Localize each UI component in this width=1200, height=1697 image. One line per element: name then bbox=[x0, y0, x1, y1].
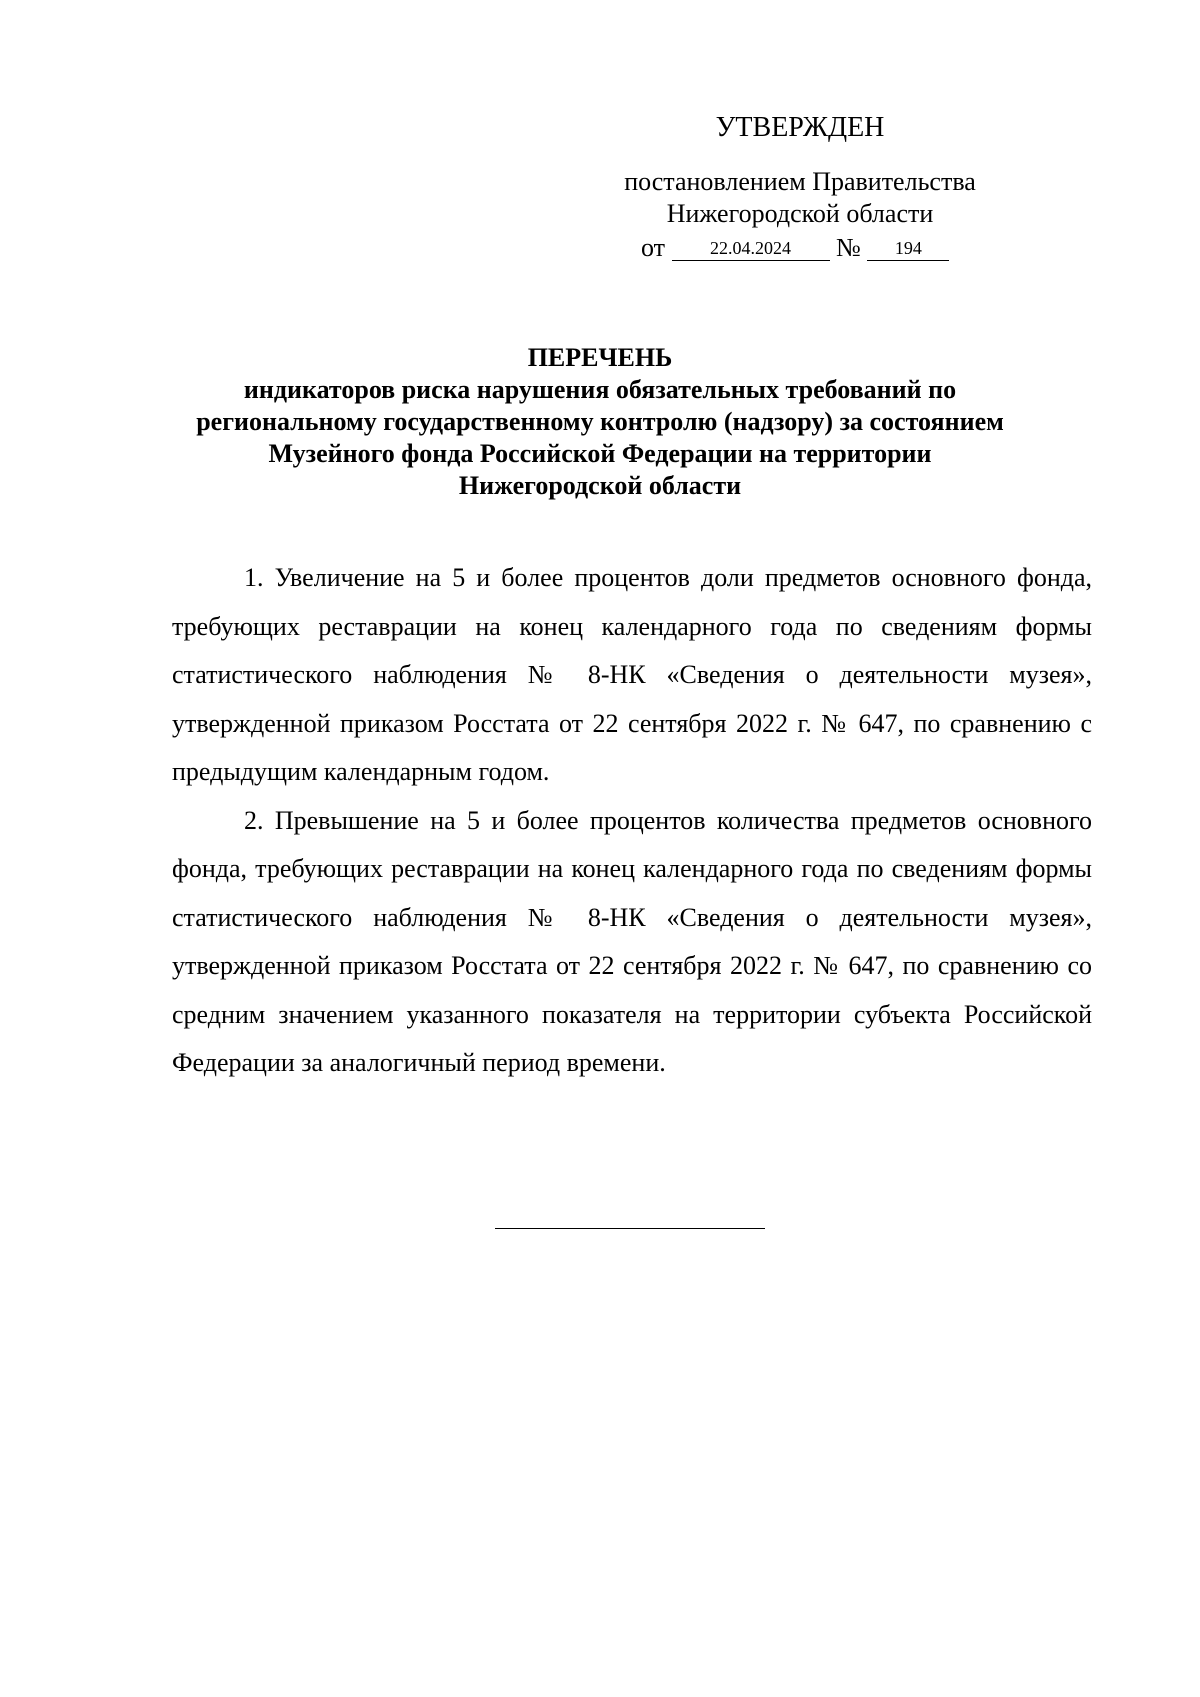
closing-rule bbox=[495, 1228, 765, 1229]
date-prefix: от bbox=[641, 233, 666, 262]
approval-number-field: 194 bbox=[867, 236, 949, 261]
heading-line: Нижегородской области bbox=[458, 471, 742, 500]
heading-line: региональному государственному контролю (надзору) за состоянием bbox=[196, 407, 1004, 436]
heading-line: Музейного фонда Российской Федерации на территории bbox=[268, 439, 932, 468]
list-item: 1. Увеличение на 5 и более процентов доли предметов основного фонда, требующих реставрации на конец календарного года по сведениям формы статистического наблюдения № 8-НК «Сведения о деятельности музея», утвержденной приказом Росстата от 22 сентября 2022 г. № 647, по сравнению с предыдущим календарным годом. bbox=[172, 563, 1092, 786]
list-item: 2. Превышение на 5 и более процентов количества предметов основного фонда, требующих реставрации на конец календарного года по сведениям формы статистического наблюдения № 8-НК «Сведения о деятельности музея», утвержденной приказом Росстата от 22 сентября 2022 г. № 647, по сравнению со средним значением указанного показателя на территории субъекта Российской Федерации за аналогичный период времени. bbox=[172, 805, 1092, 1077]
document-body bbox=[172, 554, 1092, 1088]
document-heading bbox=[120, 342, 1080, 502]
approval-date-line bbox=[641, 232, 949, 264]
heading-line: индикаторов риска нарушения обязательных требований по bbox=[243, 375, 957, 404]
document-title: ПЕРЕЧЕНЬ bbox=[527, 343, 673, 372]
approval-line-2: Нижегородской области bbox=[666, 199, 934, 228]
approval-date-field: 22.04.2024 bbox=[672, 236, 830, 261]
approval-line-1: постановлением Правительства bbox=[624, 167, 976, 196]
number-sign: № bbox=[836, 233, 861, 262]
approval-stamp-title: УТВЕРЖДЕН bbox=[715, 112, 885, 143]
